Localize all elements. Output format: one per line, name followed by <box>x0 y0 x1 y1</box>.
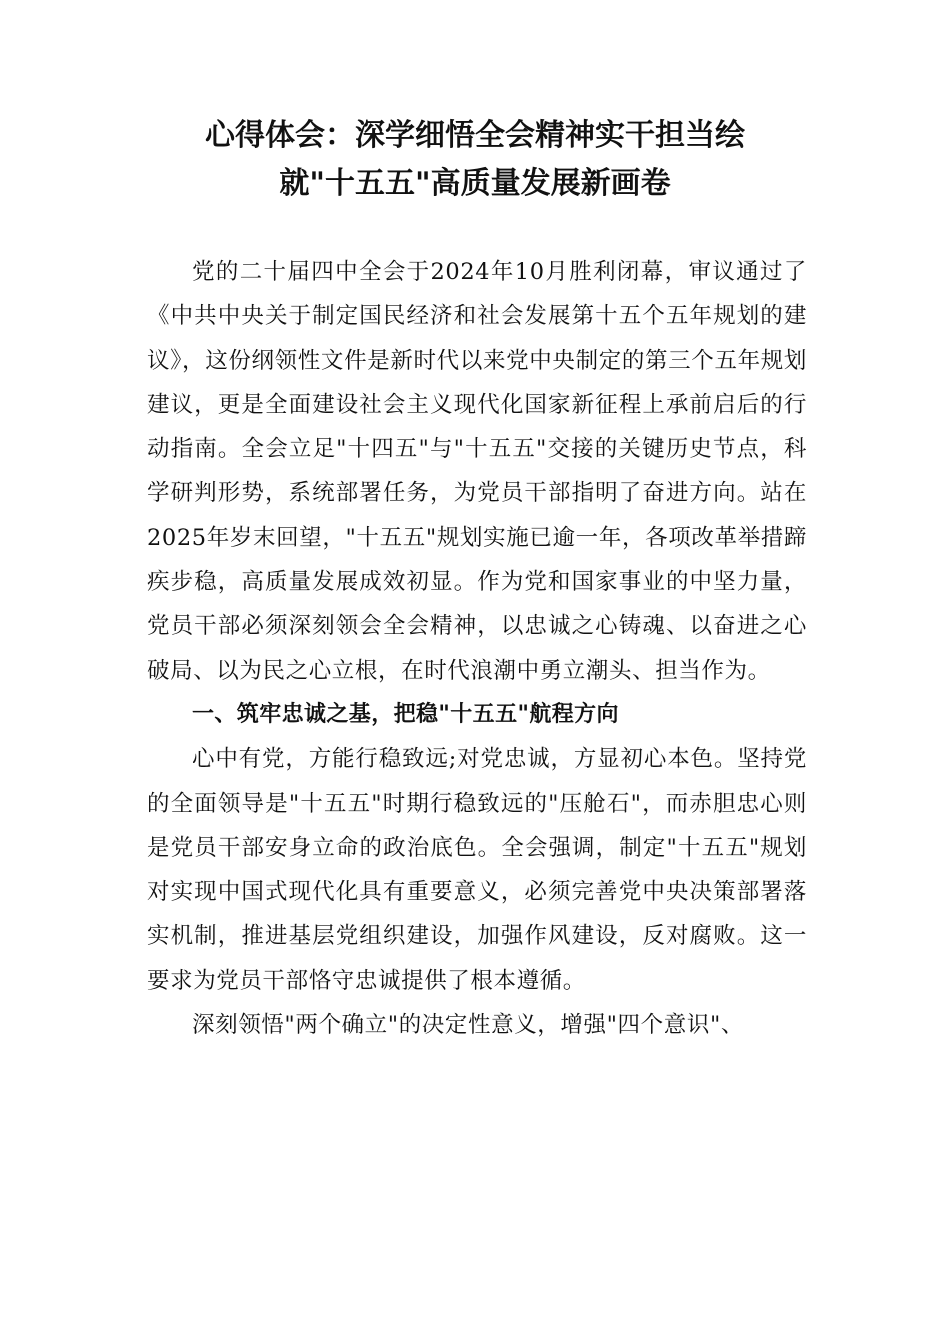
title-line-2: 就"十五五"高质量发展新画卷 <box>279 166 671 201</box>
section-1-paragraph-1: 心中有党，方能行稳致远;对党忠诚，方显初心本色。坚持党的全面领导是"十五五"时期行稳致远的"压舱石"，而赤胆忠心则是党员干部安身立命的政治底色。全会强调，制定"十五五"规划对实现中国式现代化具有重要意义，必须完善党中央决策部署落实机制，推进基层党组织建设，加强作风建设，反对腐败。这一要求为党员干部恪守忠诚提供了根本遵循。 <box>147 746 807 994</box>
document-body <box>147 250 807 1047</box>
document-title <box>130 112 820 208</box>
title-line-1: 心得体会：深学细悟全会精神实干担当绘 <box>205 118 745 153</box>
section-1-paragraph-2: 深刻领悟"两个确立"的决定性意义，增强"四个意识"、 <box>192 1012 744 1039</box>
intro-paragraph: 党的二十届四中全会于2024年10月胜利闭幕，审议通过了《中共中央关于制定国民经济和社会发展第十五个五年规划的建议》，这份纲领性文件是新时代以来党中央制定的第三个五年规划建议，更是全面建设社会主义现代化国家新征程上承前启后的行动指南。全会立足"十四五"与"十五五"交接的关键历史节点，科学研判形势，系统部署任务，为党员干部指明了奋进方向。站在2025年岁末回望，"十五五"规划实施已逾一年，各项改革举措蹄疾步稳，高质量发展成效初显。作为党和国家事业的中坚力量，党员干部必须深刻领会全会精神，以忠诚之心铸魂、以奋进之心破局、以为民之心立根，在时代浪潮中勇立潮头、担当作为。 <box>147 259 807 684</box>
section-heading-1: 一、筑牢忠诚之基，把稳"十五五"航程方向 <box>192 701 619 727</box>
